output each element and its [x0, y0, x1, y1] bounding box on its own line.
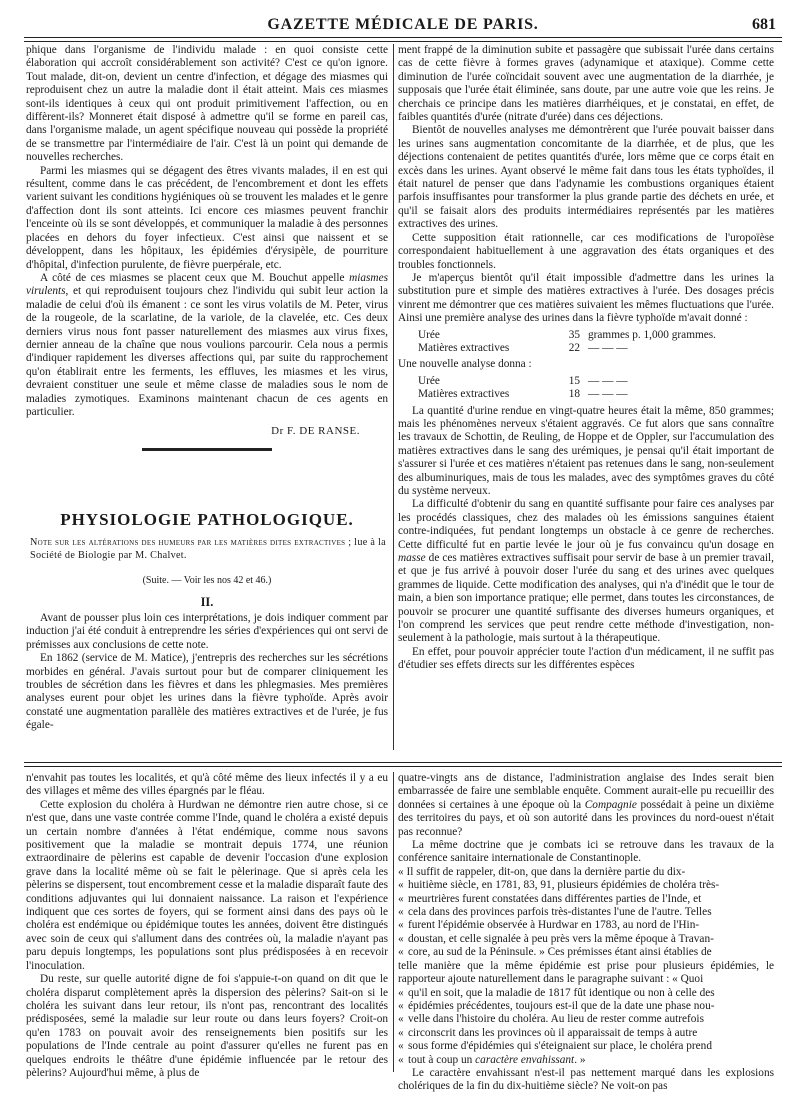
- paragraph: Cette explosion du choléra à Hurdwan ne démontre rien autre chose, si ce n'est que, dans une vaste contrée comme l'Inde, quand le choléra a existé depuis un certain nombre d'années à l'état endémique, comme nous savons positivement que la maladie se montrait depuis 1774, une réunion extraordinaire de pèlerins est capable de devenir l'occasion d'une explosion grave dans la localité même où se fait le pèlerinage. Que si après cela les pèlerins se dispersent, tout encombrement cesse et la maladie disparaît faute des conditions adjuvantes qui lui donnaient naissance. La raison et l'expérience indiquent que ces sortes de foyers, qui se forment ainsi dans des pays où le choléra est endémique ou épidémique toutes les années, doivent être distingués avec soin de ceux qui s'allument dans des contrées où, la maladie n'ayant pas paru depuis longtemps, les populations sont plus prédisposées à en recevoir l'inoculation.: [26, 798, 388, 972]
- quotation-block: [398, 987, 774, 1067]
- paragraph: n'envahit pas toutes les localités, et qu'à côté même des lieux infectés il y a eu des villages et même des villes épargnés par le fléau.: [26, 772, 388, 798]
- paragraph: Cette supposition était rationnelle, car ces modifications de l'uropoïèse correspondaient habituellement à une aggravation des états organiques et des troubles fonctionnels.: [398, 231, 774, 271]
- quote-text: furent l'épidémie observée à Hurdwar en 1783, au nord de l'Hin-: [408, 919, 700, 932]
- feuilleton-rule: [24, 762, 782, 767]
- paragraph: [398, 772, 774, 839]
- column-divider-top: [393, 44, 394, 750]
- quote-text: circonscrit dans les provinces où il apparaissait de temps à autre: [408, 1026, 698, 1039]
- quote-line: « core, au sud de la Péninsule. » Ces prémisses étant ainsi établies de: [398, 946, 712, 959]
- paragraph: Du reste, sur quelle autorité digne de foi s'appuie-t-on quand on dit que le choléra disparut complètement après la dispersion des pèlerins? Sait-on si le choléra les suivant dans leur retour, ils n'ont pas, rencontrant des localités prédisposées, semé la maladie sur leur route ou dans leurs foyers? Croit-on qu'en 1783 on pouvait avoir des renseignements bien positifs sur les populations de l'Inde centrale au point d'assurer qu'elles ne furent pas en quelques endroits le théâtre d'une épidémie influencée par le retour des pèlerins? Aujourd'hui même, à plus de: [26, 973, 388, 1079]
- article-separator: [142, 448, 272, 451]
- quote-text: meurtrières furent constatées dans différentes parties de l'Inde, et: [408, 892, 702, 905]
- row-label: Matières extractives: [418, 388, 510, 401]
- paragraph: Je m'aperçus bientôt qu'il était impossible d'admettre dans les urines la substitution pure et simple des matières extractives à l'urée. Des dosages précis vinrent me démontrer que ces matières suivaient les mêmes fluctuations que l'urée. Ainsi une première analyse des urines dans la fièvre typhoïde m'avait donné :: [398, 271, 774, 325]
- text-run: , et qui reproduisent toujours chez l'individu qui subit leur action la maladie de celui d'où ils émanent : ce sont les virus volatils de M. Peter, virus de la rougeole, de la scarlatine, de la variole, de la clavelée, etc. Ces deux derniers virus nous font passer naturellement des miasmes aux virus fixes, dernier anneau de la chaîne que nous voulions parcourir. Cela nous a permis d'indiquer rapidement les diverses affections qui, par suite du rapprochement qu'on établirait entre les ferments, les effluves, les miasmes et les virus, devraient constituer une seule et même classe de maladies sous le nom de maladies zymotiques. Examinons maintenant chacun de ces agents en particulier.: [26, 285, 388, 418]
- paragraph: telle manière que la même épidémie est prise pour plusieurs épidémies, le rapporteur ajoute naturellement dans le paragraphe suivant : « Quoi: [398, 959, 774, 986]
- row-value: 22: [568, 341, 580, 354]
- paragraph: ment frappé de la diminution subite et passagère que subissait l'urée dans certains cas de cette fièvre à formes graves (adynamique et ataxique). Comme cette diminution de l'urée coïncidait souvent avec une augmentation de la diarrhée, je supposais que l'urée était éliminée, sans doute, par une autre voie que les reins. Je cherchais ce principe dans les matières diarrhéiques, et je constatai, en effet, de faibles quantités d'urée (nitrate d'urée) dans ces déjections.: [398, 44, 774, 124]
- quote-line: « doustan, et celle signalée à peu près vers la même époque à Travan-: [398, 932, 714, 945]
- row-unit: grammes p. 1,000 grammes.: [588, 328, 717, 341]
- quote-line: « qu'il en soit, que la maladie de 1817 fût identique ou non à celle des: [398, 986, 715, 999]
- column-divider-bottom: [393, 772, 394, 1072]
- emphasis: masse: [398, 552, 426, 565]
- paragraph: phique dans l'organisme de l'individu malade : en quoi consiste cette élaboration qui accroît considérablement son activité? C'est ce qu'on ignore. Tout malade, dit-on, devient un centre d'infection, et dégage des miasmes qui reproduisent chez un autre la maladie dont il était atteint. Mais ces miasmes sont-ils identiques à ceux qui ont produit primitivement l'affection, ou en diffèrent-ils? Monneret était disposé à admettre qu'il se forme en pareil cas, dans l'organisme malade, un agent spécifique nouveau qui possède la propriété de se transmettre par l'intermédiaire de l'air. C'est là un point qui demande de nouvelles recherches.: [26, 44, 388, 164]
- section-number: II.: [200, 595, 214, 609]
- text-run: possédait à peine un dixième des territoires du pays, et où son autorité dans les provinces du nord-ouest n'était pas reconnue?: [398, 798, 774, 838]
- row-value: 15: [568, 374, 580, 387]
- analysis-table-2: [418, 375, 774, 402]
- row-unit: — — —: [588, 388, 628, 401]
- text-run: A côté de ces miasmes se placent ceux que M. Bouchut appelle: [40, 271, 350, 284]
- quote-text: épidémies précédentes, toujours est-il que de la date une phase nou-: [408, 999, 715, 1012]
- quote-line: « Il suffit de rappeler, dit-on, que dans la dernière partie du dix-: [398, 865, 686, 878]
- quote-line: « tout à coup un caractère envahissant. »: [398, 1053, 586, 1066]
- quote-text: . »: [574, 1053, 586, 1066]
- paragraph: Parmi les miasmes qui se dégagent des êtres vivants malades, il en est qui résultent, comme dans le cas précédent, de l'encombrement et dont les effets varient suivant les conditions hygiéniques où se trouvent les malades et le genre d'affection dont ils sont atteints. Ici encore ces miasmes peuvent franchir l'enceinte où ils se sont développés, et communiquer la maladie à des personnes placées en dehors du foyer infectieux. C'est ainsi que naissent et se développent, dans les hôpitaux, les épidémies d'érysipèle, de pourriture d'hôpital, d'infection purulente, de fièvre puerpérale, etc.: [26, 164, 388, 271]
- table-row: [418, 342, 774, 355]
- text-run: La difficulté d'obtenir du sang en quantité suffisante pour faire ces analyses par les procédés classiques, chez des malades où les émissions sanguines étaient contre-indiquées, fut pendant longtemps un obstacle à ce genre de recherches. Cette difficulté fut en partie levée le jour où je fus convaincu qu'un dosage en: [398, 498, 774, 551]
- article-physiologie-right: [398, 44, 774, 749]
- header-rule: [24, 37, 782, 42]
- row-value: 18: [568, 388, 580, 401]
- quote-text: velle dans l'histoire du choléra. Au lieu de rester comme autrefois: [408, 1013, 704, 1026]
- author-signature: Dr F. DE RANSE.: [271, 425, 360, 438]
- article-physiologie-left: [26, 612, 388, 752]
- emphasis: miasmes virulents: [26, 271, 388, 298]
- quote-text: huitième siècle, en 1781, 83, 91, plusieurs épidémies de choléra très-: [408, 879, 720, 892]
- page-number: 681: [752, 16, 776, 33]
- quote-line: « cela dans des provinces parfois très-distantes l'une de l'autre. Telles: [398, 906, 712, 919]
- journal-title: GAZETTE MÉDICALE DE PARIS.: [267, 16, 539, 33]
- row-label: Urée: [418, 328, 440, 341]
- text-run: de ces matières extractives suffisait pour servir de base à un premier travail, et que je fus arrivé à pouvoir doser l'urée du sang et des urines avec quelques grammes de liquide. Cette modification des analyses, qui n'a d'inédit que le tour de main, a bien son importance pratique; elle permet, dans toutes les circonstances, de pouvoir se procurer une quantité suffisante des diverses humeurs organiques, et l'on comprend les services que peut rendre cette méthode d'investigation, non-seulement à la pathologie, mais surtout à la thérapeutique.: [398, 552, 774, 645]
- emphasis: caractère envahissant: [475, 1053, 575, 1066]
- analysis-table-1: [418, 329, 774, 356]
- quote-line: « circonscrit dans les provinces où il apparaissait de temps à autre: [398, 1026, 698, 1039]
- table-row: [418, 329, 774, 342]
- paragraph: Bientôt de nouvelles analyses me démontrèrent que l'urée pouvait baisser dans les urines sans augmentation concomitante de la diarrhée, et de plus, que les déjections contenaient de petites quantités d'urée, lors même que ce corps était en excès dans les urines. Ayant observé le même fait dans tous les états typhoïdes, il était naturel de penser que dans l'adynamie les combustions organiques étaient parfois insuffisantes pour transformer la plus grande partie des déchets en urée, et qu'il se faisait alors des produits intermédiaires représentés par les matières extractives des urines.: [398, 124, 774, 231]
- note-tail: ; lue à la Société de Biologie par M. Chalvet.: [30, 537, 386, 561]
- quote-line: « huitième siècle, en 1781, 83, 91, plusieurs épidémies de choléra très-: [398, 879, 720, 892]
- page-header: [24, 14, 782, 36]
- quote-text: cela dans des provinces parfois très-distantes l'une de l'autre. Telles: [408, 906, 712, 919]
- feuilleton-right: [398, 772, 774, 1093]
- quote-text: qu'il en soit, que la maladie de 1817 fût identique ou non à celle des: [408, 986, 715, 999]
- quote-text: core, au sud de la Péninsule. » Ces prémisses étant ainsi établies de: [408, 946, 712, 959]
- section-title: PHYSIOLOGIE PATHOLOGIQUE.: [60, 510, 354, 529]
- quote-line: « furent l'épidémie observée à Hurdwar en 1783, au nord de l'Hin-: [398, 919, 700, 932]
- quote-line: « sous forme d'épidémies qui s'éteignaient sur place, le choléra prend: [398, 1040, 712, 1053]
- paragraph: La quantité d'urine rendue en vingt-quatre heures était la même, 850 grammes; mais les phénomènes nerveux s'étaient aggravés. Ce fut alors que sans connaître les travaux de Schottin, de Reuling, de Hoppe et de Oppler, sur l'accumulation des matières extractives dans le sang des urémiques, je pensai qu'il était important de s'assurer si l'urée et ces matières n'étaient pas retenues dans le sang, non-seulement des albuminuriques, mais de tous les malades, avec des symptômes graves du côté du système nerveux.: [398, 404, 774, 497]
- table-row: [418, 375, 774, 388]
- note-lead: Note sur les altérations des humeurs par les matières dites extractives: [30, 537, 346, 548]
- quote-line: « velle dans l'histoire du choléra. Au lieu de rester comme autrefois: [398, 1013, 704, 1026]
- text-run: quatre-vingts ans de distance, l'administration anglaise des Indes serait bien embarrassée de faire une semblable enquête. Comment aurait-elle pu recueillir des données si certaines à une époque où la: [398, 772, 774, 811]
- row-label: Matières extractives: [418, 341, 510, 354]
- continuation-note: (Suite. — Voir les nos 42 et 46.): [142, 575, 272, 586]
- paragraph: En 1862 (service de M. Matice), j'entrepris des recherches sur les sécrétions morbides en général. J'avais surtout pour but de comparer cliniquement les troubles de sécrétion dans les fièvres et dans les phlegmasies. Mes premières analyses eurent pour objet les urines dans la fièvre typhoïde. Après avoir constaté une augmentation parallèle des matières extractives et de l'urée, je fus égale-: [26, 652, 388, 732]
- quote-line: « meurtrières furent constatées dans différentes parties de l'Inde, et: [398, 892, 702, 905]
- article-miasmes: [26, 44, 388, 474]
- paragraph: En effet, pour pouvoir apprécier toute l'action d'un médicament, il ne suffit pas d'étudier ses effets directs sur les différentes espèces: [398, 645, 774, 672]
- row-unit: — — —: [588, 374, 628, 387]
- quote-line: « épidémies précédentes, toujours est-il que de la date une phase nou-: [398, 999, 715, 1012]
- quote-text: tout à coup un: [408, 1053, 476, 1066]
- article-subtitle: [30, 536, 386, 562]
- quote-text: sous forme d'épidémies qui s'éteignaient sur place, le choléra prend: [408, 1040, 712, 1053]
- paragraph: Avant de pousser plus loin ces interprétations, je dois indiquer comment par induction j'ai été conduit à entreprendre les séries d'expériences qui ont servi de prémisses aux conclusions de cette note.: [26, 612, 388, 651]
- row-label: Urée: [418, 374, 440, 387]
- paragraph: Le caractère envahissant n'est-il pas nettement marqué dans les explosions cholériques de la fin du dix-huitième siècle? Ne voit-on pas: [398, 1066, 774, 1093]
- paragraph: [398, 498, 774, 645]
- emphasis: Compagnie: [584, 798, 637, 811]
- row-value: 35: [568, 328, 580, 341]
- quote-text: doustan, et celle signalée à peu près vers la même époque à Travan-: [408, 932, 714, 945]
- paragraph: [26, 272, 388, 419]
- table-subheading: Une nouvelle analyse donna :: [398, 358, 532, 371]
- row-unit: — — —: [588, 341, 628, 354]
- feuilleton-left: [26, 772, 388, 1079]
- table-row: [418, 388, 774, 401]
- paragraph: La même doctrine que je combats ici se retrouve dans les travaux de la conférence sanitaire internationale de Constantinople.: [398, 839, 774, 865]
- quotation-block: [398, 866, 774, 960]
